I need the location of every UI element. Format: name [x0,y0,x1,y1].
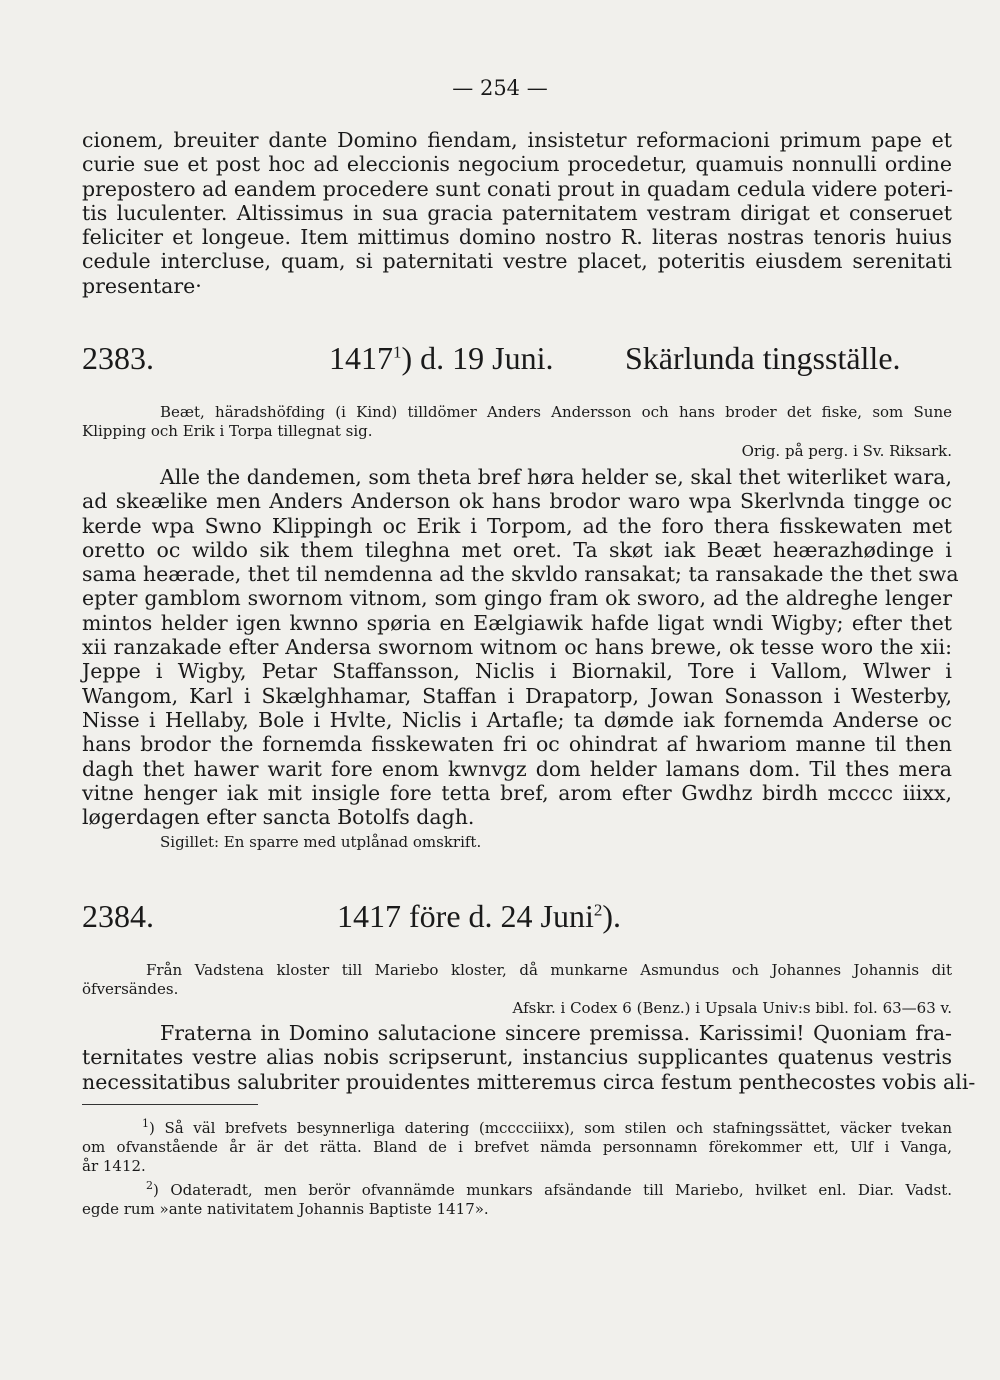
text-line: oretto oc wildo sik them tileghna met oret. Ta skøt iak Beæt heærazhødinge i [82,537,952,562]
doc-summary-2383 [82,403,952,441]
text-line: Fraterna in Domino salutacione sincere premissa. Karissimi! Quoniam fra- [160,1021,952,1045]
text-line: ternitates vestre alias nobis scripserunt, instancius supplicantes quatenus vestris [82,1045,952,1070]
summary-line: Klipping och Erik i Torpa tillegnat sig. [82,422,373,440]
doc-date-rest: ). [602,898,622,934]
footnote-divider [82,1104,258,1105]
doc-date-2383 [329,340,554,377]
footnote-line [82,1114,952,1138]
footnote-1 [82,1114,952,1176]
footnote-line: år 1412. [82,1157,146,1175]
text-line: cionem, breuiter dante Domino fiendam, insistetur reformacioni primum pape et [82,128,952,152]
doc-source-2383: Orig. på perg. i Sv. Riksark. [741,442,952,460]
text-line: curie sue et post hoc ad eleccionis negocium procedetur, quamuis nonnulli ordine [82,152,952,177]
doc-number-2383: 2383. [82,340,154,376]
footnote-line: egde rum »ante nativitatem Johannis Baptiste 1417». [82,1200,489,1218]
text-line: Nisse i Hellaby, Bole i Hvlte, Niclis i Artafle; ta dømde iak fornemda Anderse oc [82,707,952,732]
text-line: xii ranzakade efter Andersa swornom witnom oc hans brewe, ok tesse woro the xii: [82,635,952,660]
intro-paragraph [82,128,952,298]
text-line: løgerdagen efter sancta Botolfs dagh. [82,805,475,830]
footnote-line [82,1176,952,1200]
doc-text-2384 [82,1021,976,1094]
footnote-text: ) Så väl brefvets besynnerliga datering (mcccciiixx), som stilen och stafningssättet, väcker tvekan [149,1119,952,1137]
doc-date-text: 1417 före d. 24 Juni [337,898,594,934]
text-line: necessitatibus salubriter prouidentes mitteremus circa festum penthecostes vobis ali- [82,1069,976,1094]
seal-description: Sigillet: En sparre med utplånad omskrift. [160,833,482,851]
doc-date-rest: ) d. 19 Juni. [401,340,554,376]
text-line: vitne henger iak mit insigle fore tetta bref, arom efter Gwdhz birdh mcccc iiixx, [82,780,952,805]
text-line: sama heærade, thet til nemdenna ad the skvldo ransakat; ta ransakade the thet swa [82,562,959,587]
summary-line: öfversändes. [82,980,179,998]
text-line: hans brodor the fornemda fisskewaten fri oc ohindrat af hwariom manne til then [82,732,952,757]
doc-number-2384: 2384. [82,898,154,934]
text-line: epter gamblom swornom vitnom, som gingo fram ok sworo, ad the aldreghe lenger [82,586,952,611]
text-line: Jeppe i Wigby, Petar Staffansson, Niclis i Biornakil, Tore i Vallom, Wlwer i [82,659,952,684]
doc-date-2384 [337,898,621,935]
text-line: mintos helder igen kwnno spøria en Eælgiawik hafde ligat wndi Wigby; efter thet [82,610,952,635]
footnote-line: om ofvanstående år är det rätta. Bland de i brefvet nämda personnamn förekommer ett, Ulf i Vanga, [82,1138,952,1156]
text-line: dagh thet hawer warit fore enom kwnvgz dom helder lamans dom. Til thes mera [82,756,952,781]
text-line: Wangom, Karl i Skælghhamar, Staffan i Drapatorp, Jowan Sonasson i Westerby, [82,683,952,708]
doc-date-year: 1417 [329,340,393,376]
doc-text-2383 [82,465,959,830]
summary-line: Från Vadstena kloster till Mariebo kloster, då munkarne Asmundus och Johannes Johannis dit [146,961,952,979]
text-line: cedule intercluse, quam, si paternitati vestre placet, poteritis eiusdem serenitati [82,249,952,274]
footnote-mark: 2 [146,1179,153,1192]
text-line: tis luculenter. Altissimus in sua gracia paternitatem vestram dirigat et conseruet [82,200,952,225]
text-line: ad skeælike men Anders Anderson ok hans brodor waro wpa Skerlvnda tingge oc [82,489,952,514]
text-line: presentare· [82,273,202,298]
text-line: kerde wpa Swno Klippingh oc Erik i Torpom, ad the foro thera fisskewaten met [82,513,952,538]
doc-source-2384: Afskr. i Codex 6 (Benz.) i Upsala Univ:s bibl. fol. 63—63 v. [512,999,952,1017]
text-line: prepostero ad eandem procedere sunt conati prout in quadam cedula videre poteri- [82,176,954,201]
footnote-ref: 2 [593,900,603,920]
doc-place-2383: Skärlunda tingsställe. [625,340,901,376]
page-number: — 254 — [452,76,548,100]
footnote-mark: 1 [142,1117,149,1130]
footnote-2 [82,1176,952,1219]
footnote-text: ) Odateradt, men berör ofvannämde munkars afsändande till Mariebo, hvilket enl. Diar. Vadst. [153,1181,952,1199]
text-line: feliciter et longeue. Item mittimus domino nostro R. literas nostras tenoris huius [82,225,952,250]
summary-line: Beæt, häradshöfding (i Kind) tilldömer Anders Andersson och hans broder det fiske, som Sune [160,403,952,421]
text-line: Alle the dandemen, som theta bref høra helder se, skal thet witerliket wara, [160,465,952,489]
doc-summary-2384 [82,961,952,999]
footnote-ref: 1 [393,342,402,362]
